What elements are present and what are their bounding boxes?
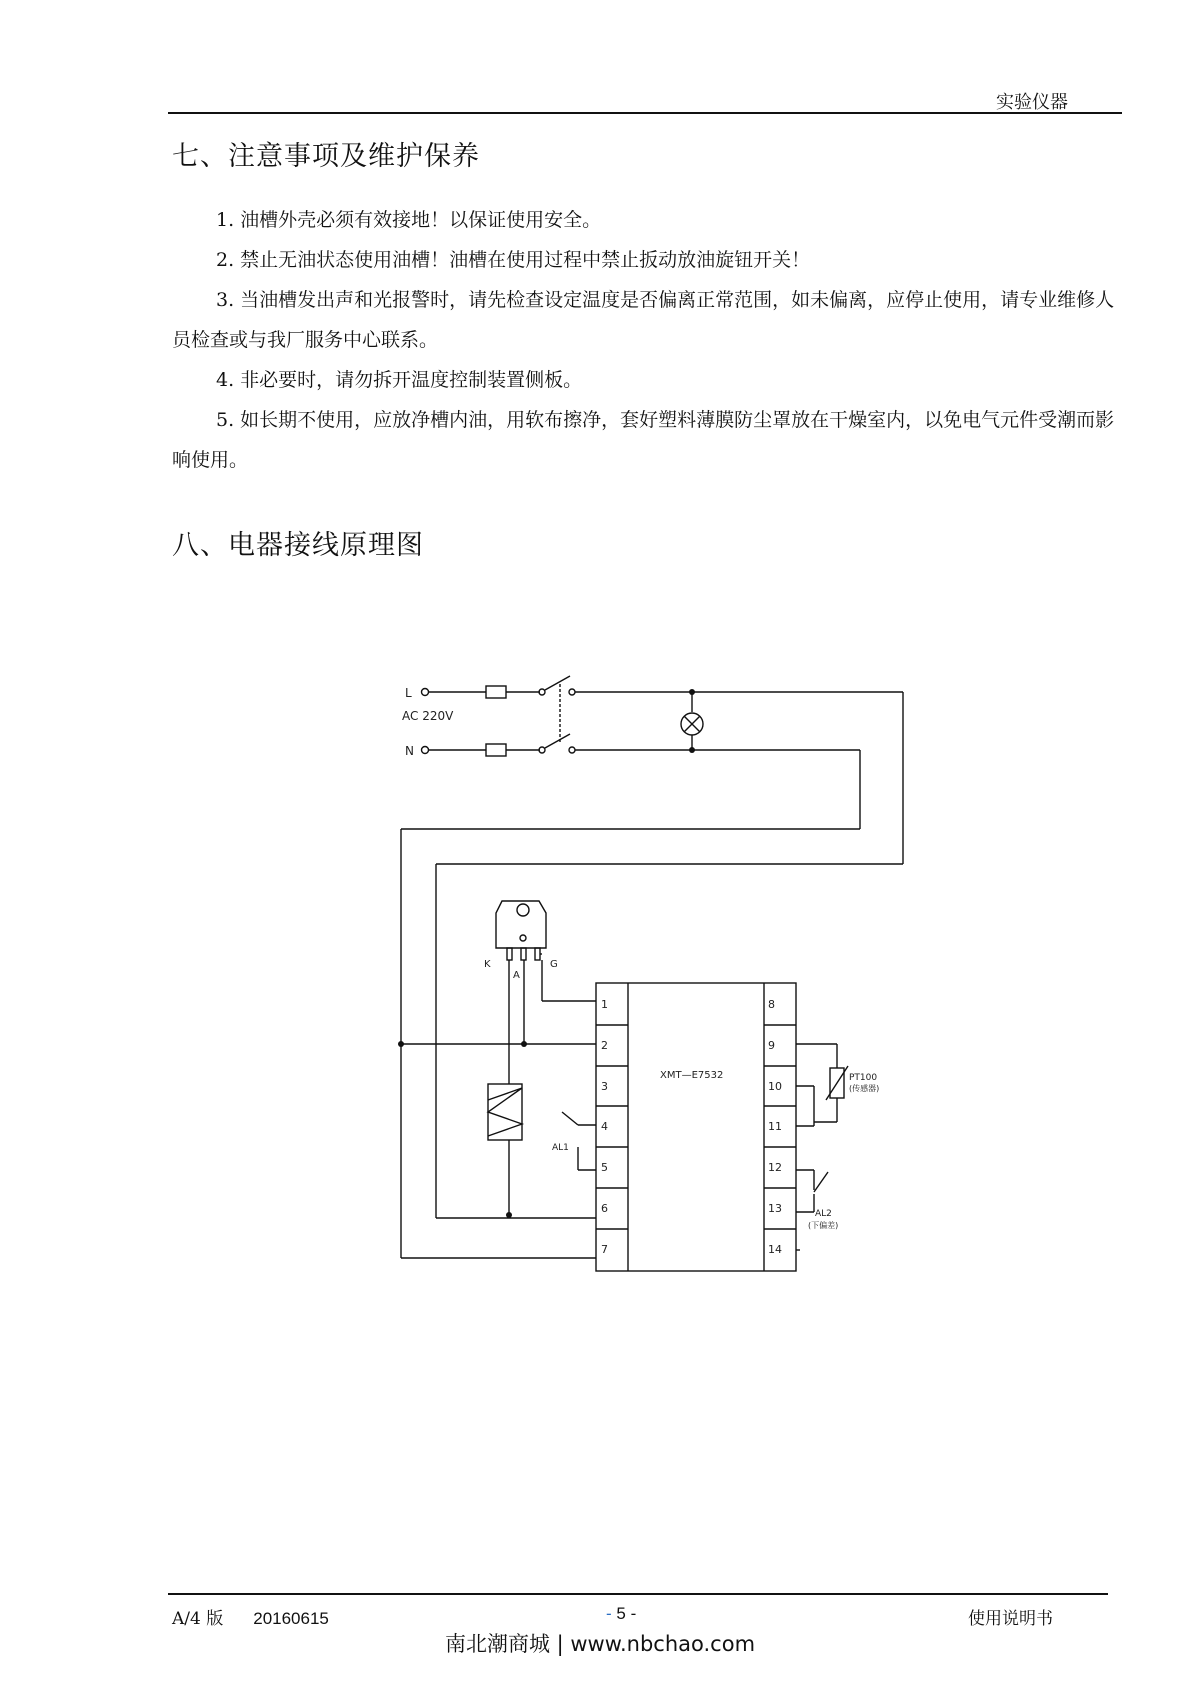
page-number-suffix: - bbox=[625, 1604, 637, 1623]
controller-xmt bbox=[596, 983, 796, 1271]
switch-l-blade bbox=[545, 676, 570, 690]
page-number-prefix: - bbox=[606, 1604, 617, 1623]
terminal-l-circle bbox=[422, 689, 429, 696]
terminal-7: 7 bbox=[601, 1243, 608, 1256]
terminal-1: 1 bbox=[601, 998, 608, 1011]
terminal-11: 11 bbox=[768, 1120, 782, 1133]
terminal-5: 5 bbox=[601, 1161, 608, 1174]
terminal-4: 4 bbox=[601, 1120, 608, 1133]
terminal-6: 6 bbox=[601, 1202, 608, 1215]
scr-pin-a: A bbox=[513, 970, 520, 981]
header-label: 实验仪器 bbox=[996, 92, 1068, 113]
fuse-l bbox=[486, 686, 506, 698]
terminal-8: 8 bbox=[768, 998, 775, 1011]
sensor-label: PT100 bbox=[849, 1073, 878, 1083]
al1-contact bbox=[562, 1112, 578, 1125]
section-8-title: 八、电器接线原理图 bbox=[172, 530, 424, 561]
controller-terminal-grid bbox=[596, 1025, 796, 1229]
note-item-3: 3. 当油槽发出声和光报警时，请先检查设定温度是否偏离正常范围，如未偏离，应停止使用，请专业维修人员检查或与我厂服务中心联系。 bbox=[172, 289, 1115, 351]
footer-doc-type: 使用说明书 bbox=[968, 1609, 1053, 1629]
terminal-3: 3 bbox=[601, 1080, 608, 1093]
terminal-13: 13 bbox=[768, 1202, 782, 1215]
line-l-label: L bbox=[405, 686, 412, 700]
page-number bbox=[606, 1604, 636, 1624]
line-n-label: N bbox=[405, 744, 414, 758]
section-7-title: 七、注意事项及维护保养 bbox=[172, 141, 480, 172]
terminal-12: 12 bbox=[768, 1161, 782, 1174]
terminal-2: 2 bbox=[601, 1039, 608, 1052]
fuse-n bbox=[486, 744, 506, 756]
alarm2-note: (下偏差) bbox=[808, 1221, 839, 1230]
footer-rule bbox=[168, 1593, 1108, 1595]
terminal-9: 9 bbox=[768, 1039, 775, 1052]
site-watermark: 南北潮商城 | www.nbchao.com bbox=[444, 1632, 756, 1656]
al2-contact bbox=[814, 1172, 828, 1192]
switch-n-blade bbox=[545, 734, 570, 748]
scr-pin-g: G bbox=[550, 959, 558, 970]
note-item-1: 1. 油槽外壳必须有效接地！以保证使用安全。 bbox=[216, 209, 602, 231]
note-item-4: 4. 非必要时，请勿拆开温度控制装置侧板。 bbox=[216, 369, 583, 391]
footer-date: 20160615 bbox=[253, 1609, 329, 1628]
page-number-value: 5 bbox=[616, 1604, 626, 1623]
controller-model-label: XMT—E7532 bbox=[660, 1070, 724, 1081]
footer-version: A/4 版 bbox=[172, 1609, 224, 1629]
note-item-2: 2. 禁止无油状态使用油槽！油槽在使用过程中禁止扳动放油旋钮开关！ bbox=[216, 249, 811, 271]
supply-label: AC 220V bbox=[402, 709, 454, 723]
note-item-5: 5. 如长期不使用，应放净槽内油，用软布擦净，套好塑料薄膜防尘罩放在干燥室内，以免电气元件受潮而影响使用。 bbox=[172, 409, 1115, 471]
sensor-note: (传感器) bbox=[849, 1084, 880, 1093]
terminal-n-circle bbox=[422, 747, 429, 754]
footer-version-date bbox=[172, 1604, 329, 1629]
alarm2-label: AL2 bbox=[815, 1209, 832, 1219]
scr-pin-k: K bbox=[484, 959, 491, 970]
alarm1-label: AL1 bbox=[552, 1143, 569, 1153]
terminal-10: 10 bbox=[768, 1080, 782, 1093]
terminal-14: 14 bbox=[768, 1243, 782, 1256]
